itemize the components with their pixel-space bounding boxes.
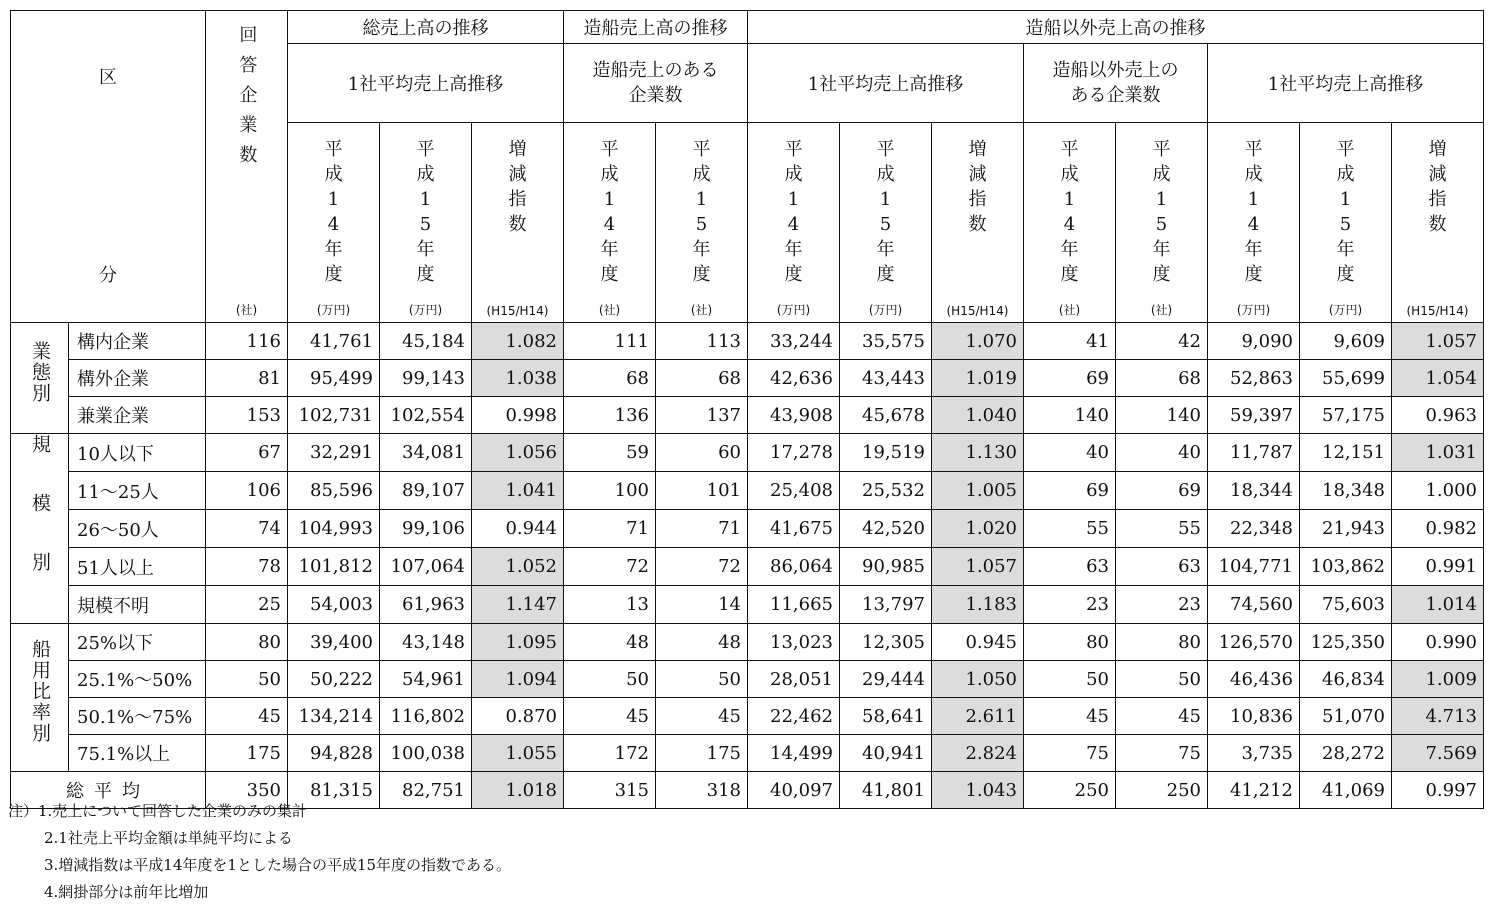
- table-cell: 101,812: [288, 548, 380, 586]
- table-cell: 107,064: [380, 548, 472, 586]
- h14-label: 平 成 1 4 年 度: [1244, 139, 1263, 285]
- table-cell: 1.018: [472, 772, 564, 809]
- table-cell: 1.005: [932, 472, 1024, 510]
- table-cell: 41,069: [1300, 772, 1392, 809]
- table-cell: 50: [206, 661, 288, 698]
- table-row: [11, 510, 1484, 548]
- table-cell: 50,222: [288, 661, 380, 698]
- table-row: [11, 698, 1484, 735]
- table-cell: 0.945: [932, 624, 1024, 661]
- table-cell: 61,963: [380, 586, 472, 624]
- table-cell: 140: [1116, 397, 1208, 434]
- table-cell: 175: [656, 735, 748, 772]
- unit-label: (社): [598, 303, 621, 317]
- table-cell: 45: [1024, 698, 1116, 735]
- index-label: 増 減 指 数: [1428, 139, 1447, 235]
- sub-header-index: [472, 123, 564, 323]
- sub-header-index: [932, 123, 1024, 323]
- table-cell: 1.056: [472, 434, 564, 472]
- table-cell: 106: [206, 472, 288, 510]
- table-cell: 69: [1024, 360, 1116, 397]
- table-cell: 82,751: [380, 772, 472, 809]
- table-cell: 10,836: [1208, 698, 1300, 735]
- sub-header-h15: [380, 123, 472, 323]
- row-label: 51人以上: [69, 548, 206, 586]
- table-row: [11, 586, 1484, 624]
- table-cell: 7.569: [1392, 735, 1484, 772]
- index-label: 増 減 指 数: [968, 139, 987, 235]
- table-cell: 21,943: [1300, 510, 1392, 548]
- note-2: 2.1社売上平均金額は単純平均による: [44, 829, 293, 847]
- table-cell: 42,520: [840, 510, 932, 548]
- table-cell: 0.944: [472, 510, 564, 548]
- table-cell: 1.183: [932, 586, 1024, 624]
- table-cell: 125,350: [1300, 624, 1392, 661]
- table-cell: 46,436: [1208, 661, 1300, 698]
- table-row: [11, 397, 1484, 434]
- table-cell: 1.009: [1392, 661, 1484, 698]
- table-cell: 1.041: [472, 472, 564, 510]
- table-row: [11, 434, 1484, 472]
- table-cell: 35,575: [840, 323, 932, 360]
- table-cell: 1.050: [932, 661, 1024, 698]
- row-label: 25%以下: [69, 624, 206, 661]
- table-cell: 45,184: [380, 323, 472, 360]
- table-cell: 134,214: [288, 698, 380, 735]
- table-cell: 140: [1024, 397, 1116, 434]
- table-cell: 45: [656, 698, 748, 735]
- table-cell: 102,731: [288, 397, 380, 434]
- ship-companies-header: [564, 44, 748, 123]
- table-cell: 104,771: [1208, 548, 1300, 586]
- table-cell: 78: [206, 548, 288, 586]
- row-label: 50.1%～75%: [69, 698, 206, 735]
- table-cell: 50: [1116, 661, 1208, 698]
- table-cell: 32,291: [288, 434, 380, 472]
- table-cell: 315: [564, 772, 656, 809]
- table-cell: 25,532: [840, 472, 932, 510]
- table-cell: 55: [1116, 510, 1208, 548]
- table-cell: 54,003: [288, 586, 380, 624]
- table-cell: 18,344: [1208, 472, 1300, 510]
- respondents-unit: (社): [235, 303, 258, 317]
- table-cell: 103,862: [1300, 548, 1392, 586]
- h15-label: 平 成 1 5 年 度: [1336, 139, 1355, 285]
- table-cell: 350: [206, 772, 288, 809]
- table-cell: 1.040: [932, 397, 1024, 434]
- table-cell: 43,443: [840, 360, 932, 397]
- table-cell: 14,499: [748, 735, 840, 772]
- table-cell: 46,834: [1300, 661, 1392, 698]
- h15-label: 平 成 1 5 年 度: [1152, 139, 1171, 285]
- table-cell: 13,023: [748, 624, 840, 661]
- kubun-header: [11, 11, 206, 323]
- table-cell: 0.991: [1392, 548, 1484, 586]
- table-cell: 1.052: [472, 548, 564, 586]
- table-cell: 9,090: [1208, 323, 1300, 360]
- sub-header-h15: [1300, 123, 1392, 323]
- table-cell: 69: [1024, 472, 1116, 510]
- table-cell: 41,675: [748, 510, 840, 548]
- table-cell: 51,070: [1300, 698, 1392, 735]
- table-cell: 99,143: [380, 360, 472, 397]
- group-label-text: 船用比率別: [28, 639, 51, 744]
- sub-header-h15: [840, 123, 932, 323]
- table-cell: 1.043: [932, 772, 1024, 809]
- table-row: [11, 472, 1484, 510]
- table-cell: 71: [656, 510, 748, 548]
- unit-label: (万円): [1328, 303, 1363, 317]
- table-cell: 54,961: [380, 661, 472, 698]
- table-cell: 22,462: [748, 698, 840, 735]
- table-cell: 250: [1116, 772, 1208, 809]
- table-cell: 102,554: [380, 397, 472, 434]
- table-cell: 63: [1116, 548, 1208, 586]
- sub-header-h14: [288, 123, 380, 323]
- group-label: [11, 624, 69, 772]
- table-cell: 1.147: [472, 586, 564, 624]
- unit-label: (万円): [1236, 303, 1271, 317]
- table-cell: 22,348: [1208, 510, 1300, 548]
- table-cell: 99,106: [380, 510, 472, 548]
- table-cell: 29,444: [840, 661, 932, 698]
- table-cell: 2.824: [932, 735, 1024, 772]
- row-label: 25.1%～50%: [69, 661, 206, 698]
- unit-label: (H15/H14): [486, 304, 549, 318]
- table-row: [11, 360, 1484, 397]
- table-cell: 55: [1024, 510, 1116, 548]
- table-row: [11, 624, 1484, 661]
- table-cell: 12,151: [1300, 434, 1392, 472]
- respondents-header: [206, 11, 288, 323]
- table-cell: 11,665: [748, 586, 840, 624]
- table-cell: 1.095: [472, 624, 564, 661]
- table-cell: 18,348: [1300, 472, 1392, 510]
- table-cell: 75,603: [1300, 586, 1392, 624]
- table-cell: 60: [656, 434, 748, 472]
- index-label: 増 減 指 数: [508, 139, 527, 235]
- ship-companies-label: 造船売上のある企業数: [592, 60, 719, 106]
- table-cell: 25: [206, 586, 288, 624]
- table-cell: 71: [564, 510, 656, 548]
- table-cell: 80: [1024, 624, 1116, 661]
- table-cell: 28,051: [748, 661, 840, 698]
- table-cell: 13,797: [840, 586, 932, 624]
- table-cell: 1.019: [932, 360, 1024, 397]
- unit-label: (社): [1058, 303, 1081, 317]
- note-3: 3.増減指数は平成14年度を1とした場合の平成15年度の指数である。: [44, 856, 512, 874]
- table-cell: 33,244: [748, 323, 840, 360]
- group-label: [11, 434, 69, 624]
- row-label: 規模不明: [69, 586, 206, 624]
- table-cell: 55,699: [1300, 360, 1392, 397]
- table-cell: 126,570: [1208, 624, 1300, 661]
- table-cell: 72: [564, 548, 656, 586]
- nonship-group-header: 造船以外売上高の推移: [748, 11, 1484, 44]
- table-cell: 25,408: [748, 472, 840, 510]
- row-label: 11～25人: [69, 472, 206, 510]
- note-1: 注）1.売上について回答した企業のみの集計: [8, 802, 308, 820]
- row-label: 26～50人: [69, 510, 206, 548]
- unit-label: (万円): [316, 303, 351, 317]
- h14-label: 平 成 1 4 年 度: [1060, 139, 1079, 285]
- table-cell: 0.963: [1392, 397, 1484, 434]
- nonship-companies-header: [1024, 44, 1208, 123]
- table-cell: 11,787: [1208, 434, 1300, 472]
- unit-label: (社): [1150, 303, 1173, 317]
- table-cell: 94,828: [288, 735, 380, 772]
- table-cell: 116: [206, 323, 288, 360]
- table-cell: 34,081: [380, 434, 472, 472]
- respondents-label: 回答企業数: [236, 25, 258, 175]
- table-cell: 23: [1116, 586, 1208, 624]
- table-cell: 12,305: [840, 624, 932, 661]
- table-row: [11, 323, 1484, 360]
- table-cell: 74: [206, 510, 288, 548]
- ship-group-header: 造船売上高の推移: [564, 11, 748, 44]
- sub-header-h14: [1024, 123, 1116, 323]
- h14-label: 平 成 1 4 年 度: [600, 139, 619, 285]
- table-cell: 1.057: [1392, 323, 1484, 360]
- h15-label: 平 成 1 5 年 度: [692, 139, 711, 285]
- table-cell: 0.998: [472, 397, 564, 434]
- table-cell: 68: [1116, 360, 1208, 397]
- table-cell: 72: [656, 548, 748, 586]
- kubun-label: 区: [99, 67, 117, 88]
- table-cell: 1.055: [472, 735, 564, 772]
- table-cell: 1.130: [932, 434, 1024, 472]
- sub-header-h15: [1116, 123, 1208, 323]
- table-cell: 80: [1116, 624, 1208, 661]
- table-cell: 100: [564, 472, 656, 510]
- table-cell: 45: [1116, 698, 1208, 735]
- h14-label: 平 成 1 4 年 度: [324, 139, 343, 285]
- table-cell: 67: [206, 434, 288, 472]
- table-cell: 39,400: [288, 624, 380, 661]
- table-cell: 68: [656, 360, 748, 397]
- table-cell: 113: [656, 323, 748, 360]
- table-row: [11, 661, 1484, 698]
- table-cell: 0.997: [1392, 772, 1484, 809]
- table-cell: 104,993: [288, 510, 380, 548]
- table-cell: 0.990: [1392, 624, 1484, 661]
- table-cell: 80: [206, 624, 288, 661]
- table-cell: 2.611: [932, 698, 1024, 735]
- h14-label: 平 成 1 4 年 度: [784, 139, 803, 285]
- row-label: 75.1%以上: [69, 735, 206, 772]
- table-cell: 48: [656, 624, 748, 661]
- table-cell: 50: [656, 661, 748, 698]
- table-cell: 0.870: [472, 698, 564, 735]
- sub-header-index: [1392, 123, 1484, 323]
- table-cell: 111: [564, 323, 656, 360]
- sub-header-h14: [1208, 123, 1300, 323]
- table-cell: 1.038: [472, 360, 564, 397]
- table-row: [11, 735, 1484, 772]
- total-avg-header: 1社平均売上高推移: [288, 44, 564, 123]
- table-cell: 1.014: [1392, 586, 1484, 624]
- table-cell: 4.713: [1392, 698, 1484, 735]
- unit-label: (万円): [408, 303, 443, 317]
- notes: [8, 798, 511, 906]
- table-cell: 40,941: [840, 735, 932, 772]
- table-cell: 48: [564, 624, 656, 661]
- table-cell: 57,175: [1300, 397, 1392, 434]
- table-cell: 45,678: [840, 397, 932, 434]
- table-cell: 74,560: [1208, 586, 1300, 624]
- table-cell: 0.982: [1392, 510, 1484, 548]
- ship-avg-header: 1社平均売上高推移: [748, 44, 1024, 123]
- unit-label: (万円): [776, 303, 811, 317]
- table-cell: 50: [1024, 661, 1116, 698]
- table-row: [11, 548, 1484, 586]
- table-cell: 175: [206, 735, 288, 772]
- sales-table: [10, 10, 1484, 809]
- group-label-text: 業態別: [28, 340, 51, 404]
- table-cell: 41: [1024, 323, 1116, 360]
- sub-header-h15: [656, 123, 748, 323]
- table-cell: 59: [564, 434, 656, 472]
- table-cell: 172: [564, 735, 656, 772]
- table-cell: 81,315: [288, 772, 380, 809]
- h15-label: 平 成 1 5 年 度: [416, 139, 435, 285]
- table-cell: 40,097: [748, 772, 840, 809]
- group-label: [11, 323, 69, 434]
- row-label: 構外企業: [69, 360, 206, 397]
- table-cell: 42,636: [748, 360, 840, 397]
- table-cell: 95,499: [288, 360, 380, 397]
- table-cell: 41,212: [1208, 772, 1300, 809]
- table-cell: 14: [656, 586, 748, 624]
- table-cell: 75: [1116, 735, 1208, 772]
- table-cell: 318: [656, 772, 748, 809]
- table-cell: 59,397: [1208, 397, 1300, 434]
- unit-label: (H15/H14): [946, 304, 1009, 318]
- group-label-text: 規模別: [28, 434, 51, 611]
- table-cell: 85,596: [288, 472, 380, 510]
- nonship-companies-label: 造船以外売上のある企業数: [1052, 60, 1179, 106]
- table-cell: 9,609: [1300, 323, 1392, 360]
- table-cell: 19,519: [840, 434, 932, 472]
- table-cell: 52,863: [1208, 360, 1300, 397]
- row-label: 10人以下: [69, 434, 206, 472]
- table-cell: 63: [1024, 548, 1116, 586]
- table-cell: 3,735: [1208, 735, 1300, 772]
- table-cell: 45: [206, 698, 288, 735]
- h15-label: 平 成 1 5 年 度: [876, 139, 895, 285]
- total-label: 総平均: [11, 772, 206, 809]
- table-cell: 100,038: [380, 735, 472, 772]
- table-cell: 28,272: [1300, 735, 1392, 772]
- total-group-header: 総売上高の推移: [288, 11, 564, 44]
- table-cell: 17,278: [748, 434, 840, 472]
- table-cell: 136: [564, 397, 656, 434]
- table-cell: 50: [564, 661, 656, 698]
- table-cell: 137: [656, 397, 748, 434]
- table-cell: 69: [1116, 472, 1208, 510]
- table-cell: 1.070: [932, 323, 1024, 360]
- table-cell: 81: [206, 360, 288, 397]
- table-cell: 1.031: [1392, 434, 1484, 472]
- table-cell: 89,107: [380, 472, 472, 510]
- table-cell: 1.020: [932, 510, 1024, 548]
- row-label: 構内企業: [69, 323, 206, 360]
- table-cell: 90,985: [840, 548, 932, 586]
- table-cell: 43,908: [748, 397, 840, 434]
- table-cell: 101: [656, 472, 748, 510]
- table-cell: 41,761: [288, 323, 380, 360]
- table-cell: 86,064: [748, 548, 840, 586]
- table-cell: 75: [1024, 735, 1116, 772]
- table-cell: 13: [564, 586, 656, 624]
- table-cell: 1.057: [932, 548, 1024, 586]
- unit-label: (社): [690, 303, 713, 317]
- unit-label: (H15/H14): [1406, 304, 1469, 318]
- table-cell: 1.054: [1392, 360, 1484, 397]
- sub-header-h14: [748, 123, 840, 323]
- bun-label: 分: [99, 265, 117, 286]
- table-cell: 1.000: [1392, 472, 1484, 510]
- table-cell: 40: [1116, 434, 1208, 472]
- table-cell: 68: [564, 360, 656, 397]
- table-cell: 23: [1024, 586, 1116, 624]
- table-cell: 1.082: [472, 323, 564, 360]
- table-cell: 42: [1116, 323, 1208, 360]
- table-cell: 1.094: [472, 661, 564, 698]
- table-cell: 41,801: [840, 772, 932, 809]
- row-label: 兼業企業: [69, 397, 206, 434]
- unit-label: (万円): [868, 303, 903, 317]
- table-body: [11, 323, 1484, 809]
- sub-header-h14: [564, 123, 656, 323]
- table-cell: 40: [1024, 434, 1116, 472]
- table-cell: 153: [206, 397, 288, 434]
- table-cell: 58,641: [840, 698, 932, 735]
- table-cell: 45: [564, 698, 656, 735]
- nonship-avg-header: 1社平均売上高推移: [1208, 44, 1484, 123]
- table-cell: 116,802: [380, 698, 472, 735]
- table-cell: 250: [1024, 772, 1116, 809]
- note-4: 4.網掛部分は前年比増加: [44, 883, 209, 901]
- table-cell: 43,148: [380, 624, 472, 661]
